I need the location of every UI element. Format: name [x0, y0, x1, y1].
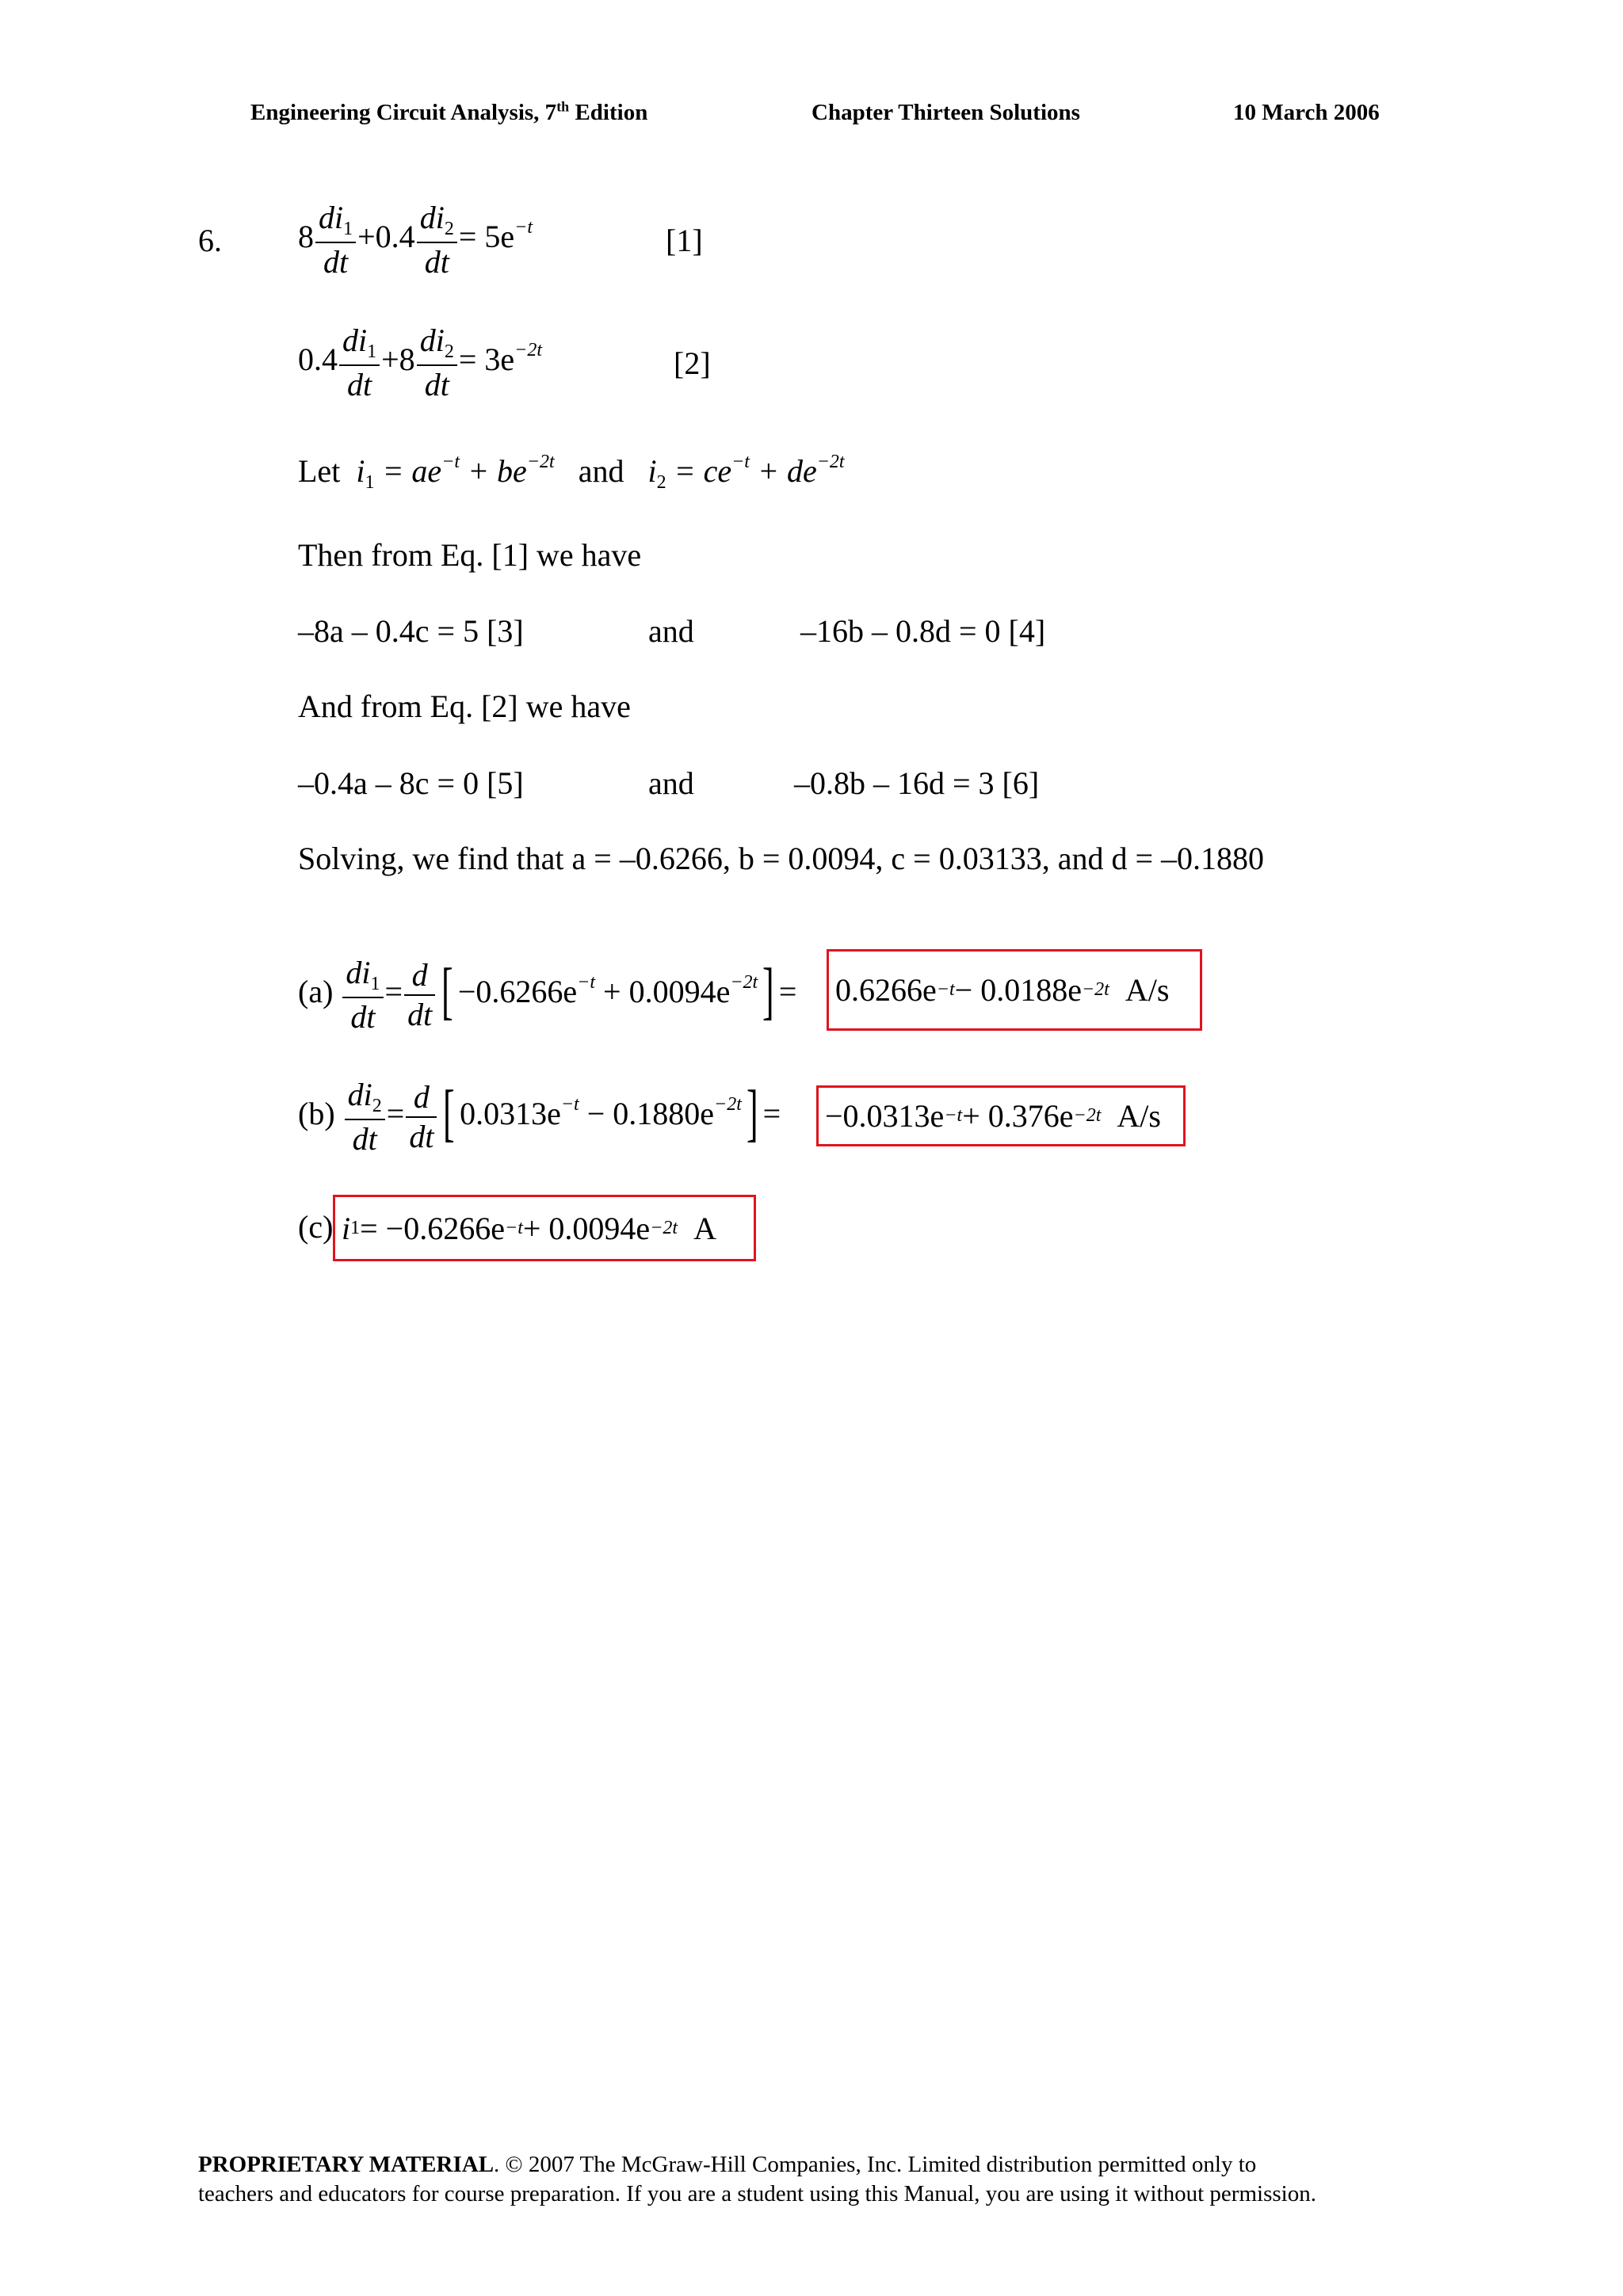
solving-text: Solving, we find that a = –0.6266, b = 0.0094, c = 0.03133, and d = –0.1880: [298, 841, 1265, 876]
part-b-answer-box: [816, 1085, 1186, 1146]
part-a-expression: (a) $\frac{di_1}{dt}$ = $\frac{d}{dt}$ [ $-0.6266e^{-t} + 0.0094e^{-2t}$] =: [298, 955, 797, 1035]
equation-4: –16b – 0.8d = 0 [4]: [800, 613, 1046, 649]
header-chapter: Chapter Thirteen Solutions: [812, 100, 1080, 125]
let-line: Let $i_1 = ae^{-t} + be^{-2t}$ and $i_2 = ce^{-t} + de^{-2t}$: [298, 452, 845, 493]
equation-6: –0.8b – 16d = 3 [6]: [794, 765, 1040, 801]
then-from-eq1-text: Then from Eq. [1] we have: [298, 537, 642, 573]
header-date: 10 March 2006: [1233, 100, 1380, 125]
equation-1-tag: [1]: [666, 223, 703, 258]
footer-line-2: teachers and educators for course preparation. If you are a student using this Manual, you are using it without permission.: [198, 2181, 1316, 2206]
equation-2: 0.4 $\frac{di_1}{dt}$ +8 $\frac{di_2}{dt}$ = $3e^{-2t}$: [298, 322, 542, 402]
part-b-expression: (b) $\frac{di_2}{dt}$ = $\frac{d}{dt}$ [ $0.0313e^{-t} - 0.1880e^{-2t}$] =: [298, 1077, 781, 1157]
equation-2-tag: [2]: [674, 345, 711, 381]
problem-number: 6.: [198, 223, 222, 258]
and-text-2: and: [648, 765, 694, 801]
and-text-1: and: [648, 613, 694, 649]
equation-5: –0.4a – 8c = 0 [5]: [298, 765, 524, 801]
part-c-label: (c): [298, 1209, 334, 1245]
footer-line-1: PROPRIETARY MATERIAL. © 2007 The McGraw-Hill Companies, Inc. Limited distribution permitted only to: [198, 2152, 1257, 2177]
footer-copyright: [198, 2150, 1316, 2209]
and-from-eq2-text: And from Eq. [2] we have: [298, 688, 631, 724]
part-b-answer: −0.0313e −t + 0.376e −2t A/s: [825, 1098, 1161, 1134]
equation-1: 8 $\frac{di_1}{dt}$ +0.4 $\frac{di_2}{dt}$ = $5e^{-t}$: [298, 200, 533, 280]
part-a-answer: 0.6266e −t − 0.0188e −2t A/s: [835, 972, 1170, 1008]
part-c-answer-box: [333, 1195, 756, 1261]
header-book-title: Engineering Circuit Analysis, 7th Edition: [250, 98, 648, 125]
part-c-answer: i 1 = −0.6266e −t + 0.0094e −2t A: [342, 1210, 716, 1246]
equation-3: –8a – 0.4c = 5 [3]: [298, 613, 524, 649]
part-a-answer-box: [827, 949, 1202, 1031]
